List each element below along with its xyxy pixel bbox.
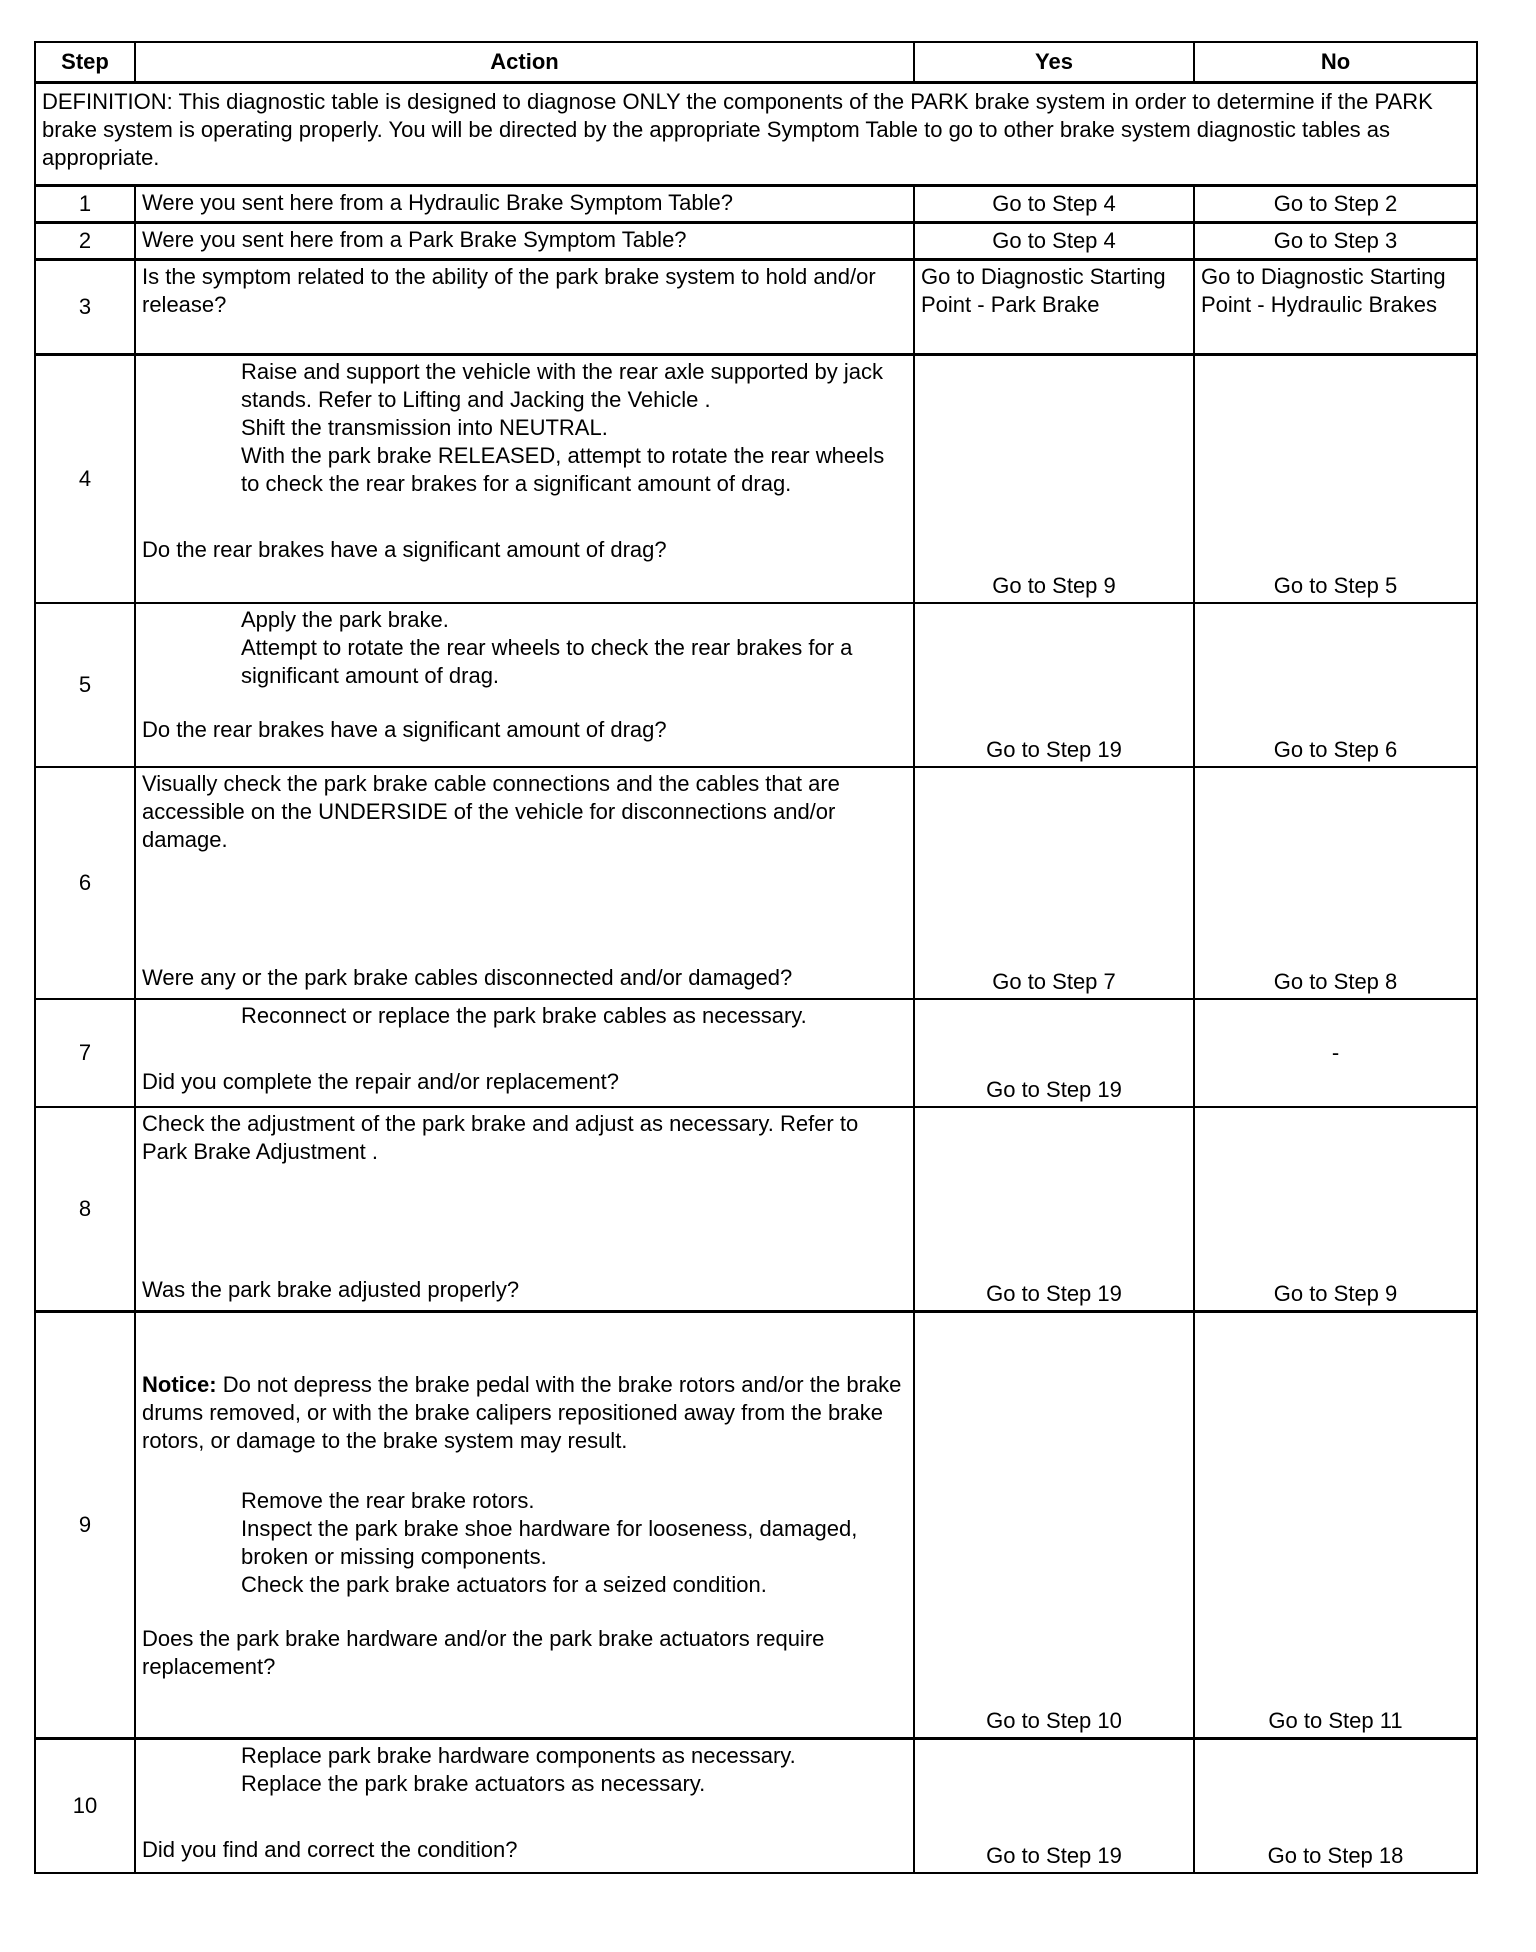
action-question: Did you complete the repair and/or replacement? xyxy=(142,1069,619,1094)
header-step: Step xyxy=(35,42,135,83)
table-row xyxy=(35,1107,1477,1312)
table-row xyxy=(35,999,1477,1107)
yes-answer: Go to Step 4 xyxy=(914,223,1194,260)
table-row xyxy=(35,186,1477,223)
header-action: Action xyxy=(135,42,914,83)
yes-answer: Go to Step 7 xyxy=(914,767,1194,999)
step-number: 2 xyxy=(35,223,135,260)
instruction-text: With the park brake RELEASED, attempt to rotate the rear wheels to check the rear brakes for a significant amount of drag. xyxy=(241,443,885,496)
yes-answer: Go to Step 19 xyxy=(914,999,1194,1107)
step-number: 3 xyxy=(35,260,135,355)
table-row xyxy=(35,767,1477,999)
table-row xyxy=(35,223,1477,260)
instruction-text: Replace park brake hardware components as necessary. xyxy=(241,1743,796,1768)
action-cell xyxy=(135,1312,914,1739)
no-answer: Go to Step 2 xyxy=(1194,186,1477,223)
diagnostic-document xyxy=(34,41,1476,1874)
yes-answer: Go to Step 4 xyxy=(914,186,1194,223)
table-row xyxy=(35,1312,1477,1739)
no-answer: Go to Step 5 xyxy=(1194,355,1477,604)
header-yes: Yes xyxy=(914,42,1194,83)
action-cell xyxy=(135,767,914,999)
yes-answer: Go to Step 19 xyxy=(914,1107,1194,1312)
table-row xyxy=(35,1739,1477,1874)
instruction-text: Check the park brake actuators for a seized condition. xyxy=(241,1572,767,1597)
action-cell xyxy=(135,603,914,767)
diagnostic-table xyxy=(34,41,1478,1874)
no-answer: Go to Step 3 xyxy=(1194,223,1477,260)
no-answer: Go to Diagnostic Starting Point - Hydraulic Brakes xyxy=(1194,260,1477,355)
instruction-text: Raise and support the vehicle with the rear axle supported by jack stands. Refer to Lifting and Jacking the Vehicle . xyxy=(241,359,884,412)
instruction-text: Inspect the park brake shoe hardware for looseness, damaged, broken or missing components. xyxy=(241,1516,858,1569)
notice-paragraph xyxy=(142,1371,907,1455)
no-answer: Go to Step 9 xyxy=(1194,1107,1477,1312)
instruction-text: Reconnect or replace the park brake cables as necessary. xyxy=(241,1003,807,1028)
no-answer: Go to Step 11 xyxy=(1194,1312,1477,1739)
action-cell xyxy=(135,1739,914,1874)
step-number: 10 xyxy=(35,1739,135,1874)
action-cell xyxy=(135,999,914,1107)
step-number: 7 xyxy=(35,999,135,1107)
action-lead-text: Visually check the park brake cable connections and the cables that are accessible on the UNDERSIDE of the vehicle for disconnections and/or damage. xyxy=(142,771,840,852)
step-number: 6 xyxy=(35,767,135,999)
action-cell xyxy=(135,1107,914,1312)
yes-answer: Go to Step 19 xyxy=(914,603,1194,767)
definition-text: DEFINITION: This diagnostic table is designed to diagnose ONLY the components of the PARK brake system in order to determine if the PARK brake system is operating properly. You will be directed by the appropriate Symptom Table to go to other brake system diagnostic tables as appropriate. xyxy=(35,83,1477,186)
action-lead-text: Check the adjustment of the park brake and adjust as necessary. Refer to Park Brake Adjustment . xyxy=(142,1111,859,1164)
step-number: 1 xyxy=(35,186,135,223)
yes-answer: Go to Step 19 xyxy=(914,1739,1194,1874)
action-question: Were any or the park brake cables disconnected and/or damaged? xyxy=(142,965,793,990)
step-number: 9 xyxy=(35,1312,135,1739)
header-row xyxy=(35,42,1477,83)
instruction-text: Attempt to rotate the rear wheels to check the rear brakes for a significant amount of drag. xyxy=(241,635,853,688)
yes-answer: Go to Step 9 xyxy=(914,355,1194,604)
instruction-text: Apply the park brake. xyxy=(241,607,449,632)
no-answer: Go to Step 8 xyxy=(1194,767,1477,999)
action-question: Was the park brake adjusted properly? xyxy=(142,1277,520,1302)
step-number: 4 xyxy=(35,355,135,604)
step-number: 5 xyxy=(35,603,135,767)
table-row xyxy=(35,260,1477,355)
no-answer: Go to Step 18 xyxy=(1194,1739,1477,1874)
definition-row xyxy=(35,83,1477,186)
instruction-text: Shift the transmission into NEUTRAL. xyxy=(241,415,608,440)
action-question: Were you sent here from a Park Brake Symptom Table? xyxy=(135,223,914,260)
action-question: Do the rear brakes have a significant amount of drag? xyxy=(142,717,667,742)
instruction-text: Replace the park brake actuators as necessary. xyxy=(241,1771,706,1796)
action-cell xyxy=(135,355,914,604)
no-answer: - xyxy=(1194,999,1477,1107)
instruction-text: Remove the rear brake rotors. xyxy=(241,1488,535,1513)
notice-text: Do not depress the brake pedal with the brake rotors and/or the brake drums removed, or with the brake calipers repositioned away from the brake rotors, or damage to the brake system may result. xyxy=(142,1372,902,1453)
action-question: Do the rear brakes have a significant amount of drag? xyxy=(142,537,667,562)
action-question: Were you sent here from a Hydraulic Brake Symptom Table? xyxy=(135,186,914,223)
step-number: 8 xyxy=(35,1107,135,1312)
yes-answer: Go to Diagnostic Starting Point - Park Brake xyxy=(914,260,1194,355)
table-row xyxy=(35,603,1477,767)
no-answer: Go to Step 6 xyxy=(1194,603,1477,767)
notice-label: Notice: xyxy=(142,1372,217,1397)
table-row xyxy=(35,355,1477,604)
yes-answer: Go to Step 10 xyxy=(914,1312,1194,1739)
action-question: Does the park brake hardware and/or the park brake actuators require replacement? xyxy=(142,1626,825,1679)
header-no: No xyxy=(1194,42,1477,83)
action-question: Is the symptom related to the ability of the park brake system to hold and/or release? xyxy=(135,260,914,355)
action-question: Did you find and correct the condition? xyxy=(142,1837,518,1862)
